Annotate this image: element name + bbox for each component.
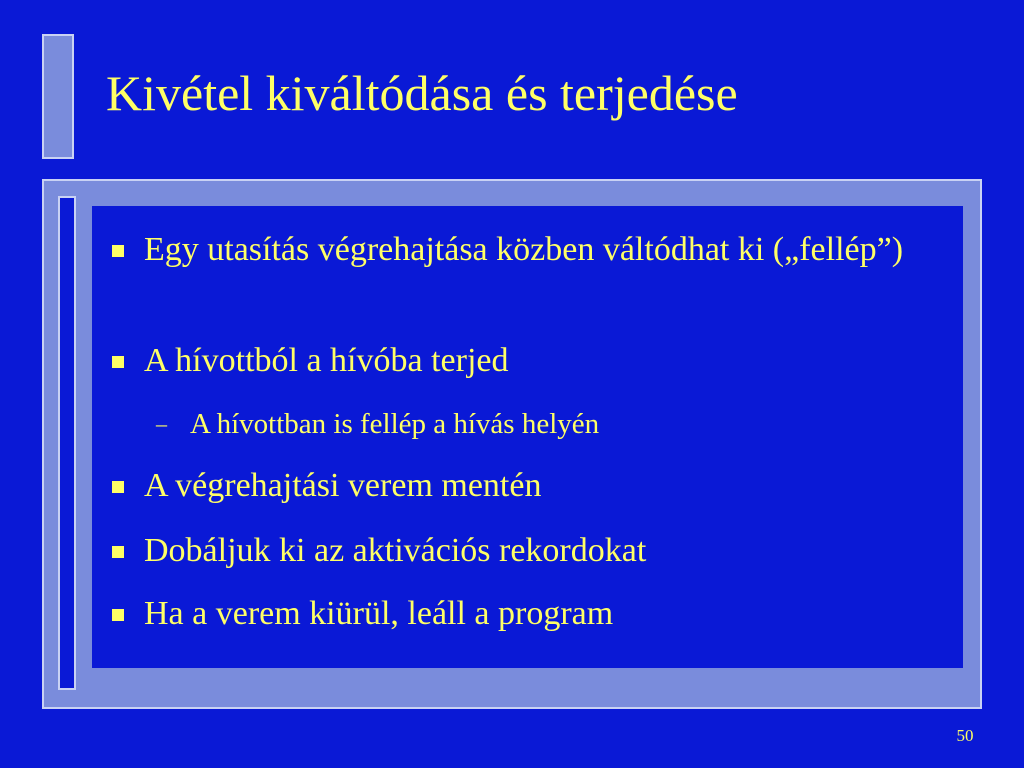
square-bullet-icon [112, 481, 124, 493]
square-bullet-icon [112, 546, 124, 558]
content-side-accent-bar [58, 196, 76, 690]
square-bullet-icon [112, 356, 124, 368]
bullet-text: Egy utasítás végrehajtása közben váltódhat ki („fellép”) [144, 231, 904, 268]
slide-title: Kivétel kiváltódása és terjedése [106, 65, 738, 121]
title-accent-bar [42, 34, 74, 159]
bullet-text: A végrehajtási verem mentén [144, 467, 542, 504]
content-panel [92, 206, 963, 668]
bullet-text: Dobáljuk ki az aktivációs rekordokat [144, 532, 647, 569]
page-number: 50 [956, 726, 974, 745]
bullet-text: Ha a verem kiürül, leáll a program [144, 595, 614, 632]
sub-bullet-text: A hívottban is fellép a hívás helyén [190, 408, 600, 440]
bullet-text: A hívottból a hívóba terjed [144, 342, 509, 379]
square-bullet-icon [112, 609, 124, 621]
dash-bullet-icon: – [156, 411, 167, 436]
square-bullet-icon [112, 245, 124, 257]
